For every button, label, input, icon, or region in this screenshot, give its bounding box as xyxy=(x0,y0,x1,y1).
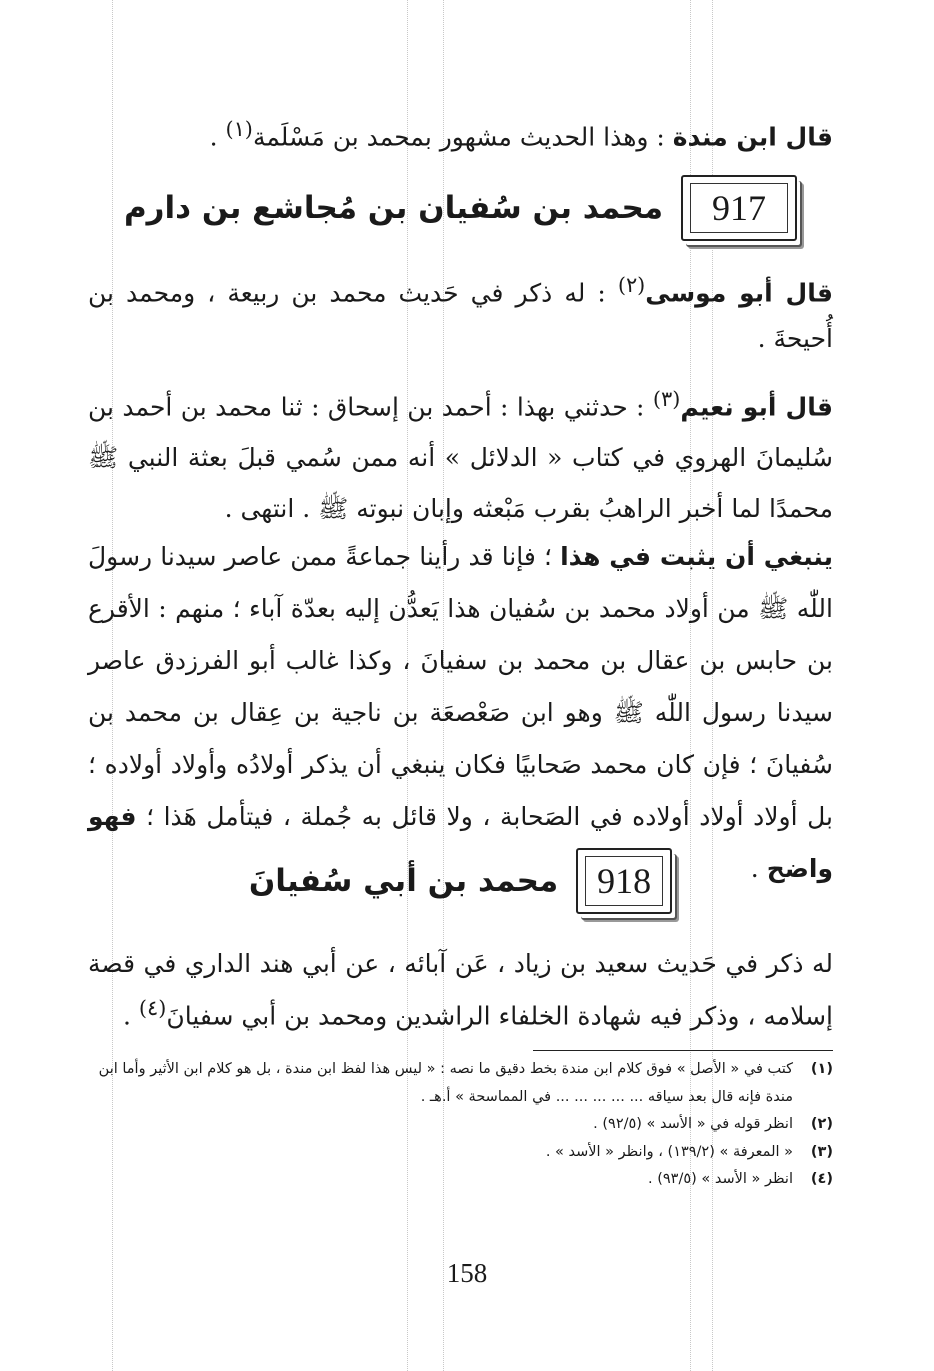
footnote-number: (٤) xyxy=(810,1171,833,1187)
footnote-ref: (٢) xyxy=(617,273,646,297)
paragraph-end: . xyxy=(750,854,767,883)
footnote-text: « المعرفة » (١٣٩/٢) ، وانظر « الأسد » . xyxy=(545,1143,793,1160)
footnote-separator xyxy=(533,1050,833,1051)
entry-heading xyxy=(88,841,833,921)
paragraph-conclusion: فهو واضح xyxy=(88,802,833,883)
paragraph-text: له ذكر في حَديث سعيد بن زياد ، عَن آبائه ، عن أبي هند الداري في قصة إسلامه ، وذكر فيه شهادة الخلفاء الراشدين ومحمد بن أبي سفيانَ xyxy=(88,949,833,1031)
footnote-text: انظر « الأسد » (٩٣/٥) . xyxy=(648,1171,793,1187)
paragraph-abu-musa xyxy=(88,262,833,362)
footnotes xyxy=(88,1056,833,1194)
paragraph-abu-nuaym xyxy=(88,374,833,534)
paragraph-lead: قال أبو موسى xyxy=(645,278,833,308)
footnote-number: (٢) xyxy=(810,1116,833,1132)
intro-tail: . xyxy=(209,122,226,152)
paragraph-lead: قال أبو نعيم xyxy=(680,392,834,422)
paragraph-end: . xyxy=(122,1001,139,1031)
paragraph-lead: ينبغي أن يثبت في هذا xyxy=(560,542,833,571)
paragraph-text: ؛ فإنا قد رأينا جماعةً ممن عاصر سيدنا رسولَ اللّٰه ﷺ من أولاد محمد بن سُفيان هذا يَعدُّن إليه بعدّة آباء ؛ منهم : الأقرع بن حابس بن عقال بن محمد بن سفيانَ ، وكذا غالب أبو الفرزدق عاصر سيدنا رسول اللّٰه ﷺ وهو ابن صَعْصعَة بن ناجية بن عِقال بن محمد بن سُفيانَ ؛ فإن كان محمد صَحابيًا فكان ينبغي أن يذكر أولادُه وأولاد أولاده ؛ بل أولاد أولاد أولاده في الصَحابة ، ولا قائل به جُملة ، فيتأمل هَذا ؛ xyxy=(88,542,833,831)
footnote-number: (١) xyxy=(810,1061,833,1077)
footnote-text: كتب في « الأصل » فوق كلام ابن مندة بخط دقيق ما نصه : « ليس هذا لفظ ابن مندة ، بل هو كلام ابن الأثير وأما ابن مندة فإنه قال بعد سياقه ... ... ... ... ... في المماسحة » أ.هـ . xyxy=(98,1061,793,1105)
page-number: 158 xyxy=(446,1258,488,1288)
footnote-item xyxy=(88,1166,833,1194)
intro-text: : وهذا الحديث مشهور بمحمد بن مَسْلَمة xyxy=(252,122,665,152)
intro-paragraph xyxy=(88,104,833,162)
entry-number: 917 xyxy=(690,183,788,233)
footnote-item xyxy=(88,1056,833,1111)
footnote-item xyxy=(88,1111,833,1139)
footnote-item xyxy=(88,1139,833,1167)
footnote-ref: (١) xyxy=(225,117,253,141)
entry-title: محمد بن سُفيان بن مُجاشع بن دارم xyxy=(123,190,664,226)
entry-title: محمد بن أبي سُفيانَ xyxy=(248,863,559,899)
paragraph-text: : حدثني بهذا : أحمد بن إسحاق : ثنا محمد بن أحمد بن سُليمانَ الهروي في كتاب « الدلائل » أنه ممن سُمي قبلَ بعثة النبي ﷺ محمدًا لما أخبر الراهبُ بقرب مَبْعثه وإبان نبوته ﷺ . انتهى . xyxy=(88,392,833,524)
entry-heading xyxy=(88,168,833,248)
intro-lead: قال ابن مندة xyxy=(672,122,833,152)
entry-number-box xyxy=(681,175,797,241)
paragraph-entry-918 xyxy=(88,941,833,1038)
footnote-ref: (٤) xyxy=(138,996,167,1020)
entry-number-box xyxy=(576,848,672,914)
footnote-text: انظر قوله في « الأسد » (٩٢/٥) . xyxy=(593,1116,793,1132)
entry-number: 918 xyxy=(585,856,663,906)
footnote-number: (٣) xyxy=(810,1143,833,1160)
paragraph-text: : له ذكر في حَديث محمد بن ربيعة ، ومحمد بن أُحيحةَ . xyxy=(88,278,833,354)
footnote-ref: (٣) xyxy=(652,387,681,411)
